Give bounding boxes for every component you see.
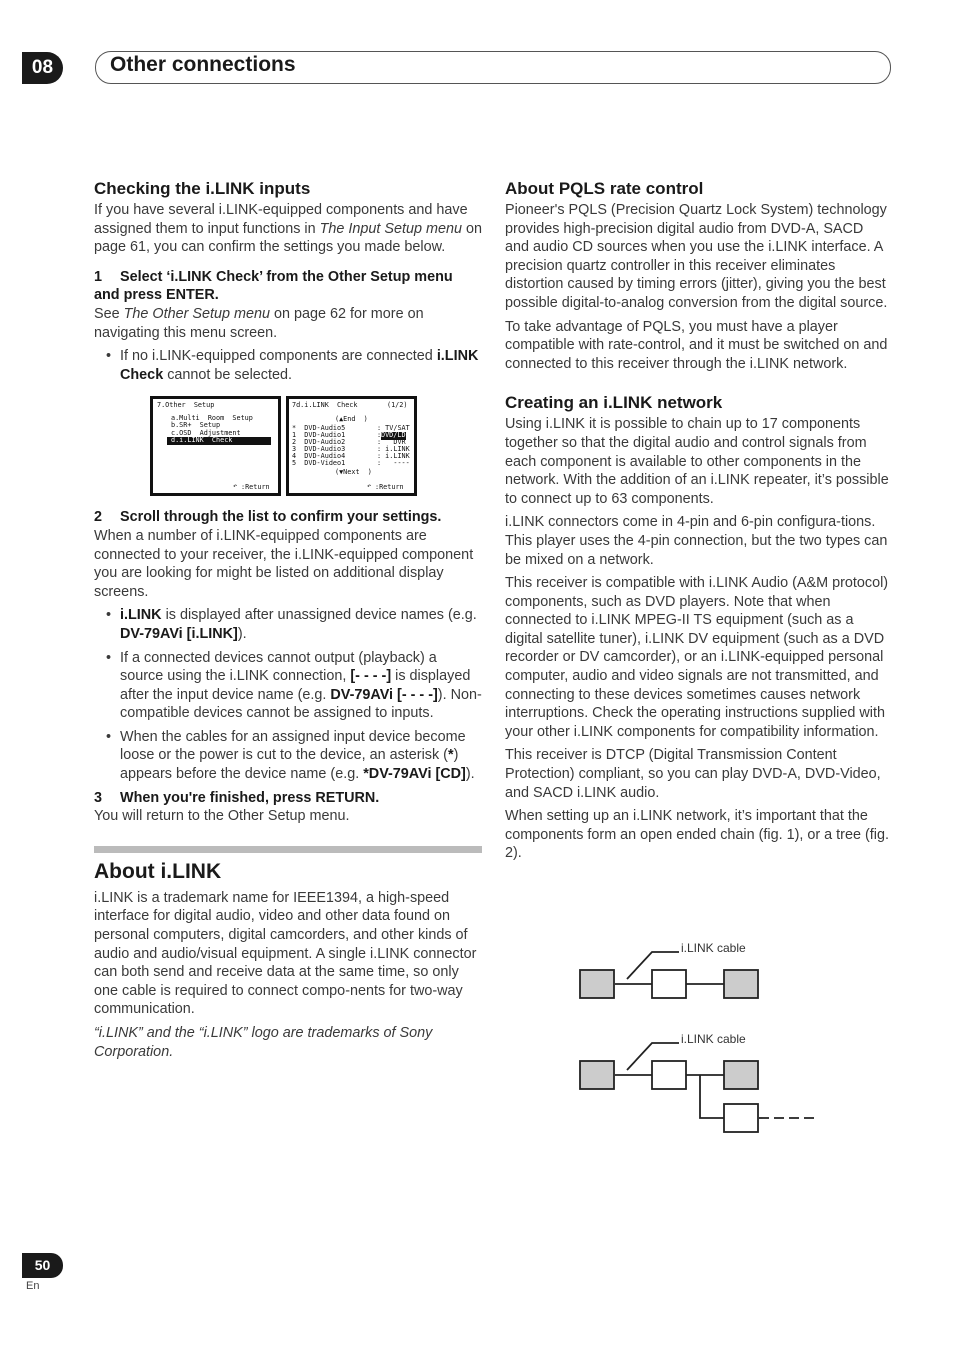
menu-item-ilink-check: d.i.LINK Check: [167, 437, 271, 445]
intro-ref: The Input Setup menu: [319, 220, 462, 237]
menu-item-osd: c.OSD Adjustment: [171, 429, 241, 438]
bullet-text: When the cables for an assigned input device become loose or the power is cut to the device, an asterisk (: [120, 728, 466, 764]
trademark-note: [94, 1024, 482, 1061]
step-number: 1: [94, 268, 103, 285]
component-box: [724, 1061, 758, 1089]
menu-item-multi-room: a.Multi Room Setup: [171, 414, 253, 423]
step-2: [94, 508, 482, 527]
intro-text-end: on page 61, you can confirm the settings you made below.: [94, 220, 483, 256]
bullet-no-output: [120, 649, 482, 723]
language-code: En: [26, 1280, 40, 1292]
bullet-unassigned: [120, 606, 482, 643]
device-row-name: 2 DVD-Audio2: [292, 438, 346, 447]
see-text-end: on page 62 for more on navigating this menu screen.: [94, 305, 424, 341]
bullet-text: is displayed after unassigned device names (e.g.: [161, 607, 477, 624]
ilink-check-screen: 7d.i.LINK Check (1/2) (▲End ) * DVD-Audio5 : TV/SAT 1 DVD-Audio1 : DVD/LD 2 DVD-Audio2 : DVR 3 DVD-Audio3 : i.LINK 4 DVD-Audio4 : i.LINK 5 DVD-Video1 : ---- (▼Next ) ↶ :Return: [286, 396, 417, 496]
screen-end-marker: (▲End ): [335, 415, 368, 424]
bullet-bold: i.LINK Check: [120, 348, 479, 383]
screen-return-label: :Return: [375, 483, 404, 492]
component-box: [724, 970, 758, 998]
network-paragraph-2: i.LINK connectors come in 4-pin and 6-pin configura-tions. This player uses the 4-pin connection, but the two types can be mixed on a network.: [505, 514, 888, 568]
device-row-name: * DVD-Audio5: [292, 424, 346, 433]
step-1-see: [94, 305, 482, 342]
pqls-paragraph-2: To take advantage of PQLS, you must have a player compatible with rate-control, and it must be switched on and connected to this receiver through the i.LINK network.: [505, 318, 888, 372]
screen-title: 7d.i.LINK Check: [292, 401, 358, 410]
network-paragraph-1: Using i.LINK it is possible to chain up to 17 components together so that the digital audio and control signals from each component is available to other components in the network. With the addition of an i.LINK repeater, it’s possible to connect up to 63 components.: [505, 416, 889, 507]
component-box: [652, 1061, 686, 1089]
page-number: 50: [22, 1253, 63, 1278]
bullet-text: ) appears before the device name (e.g.: [120, 747, 459, 783]
bullet-no-ilink: [120, 347, 482, 384]
chapter-title: Other connections: [110, 53, 296, 76]
bullet-example: DV-79AVi [- - - -]: [330, 686, 438, 703]
pqls-paragraph-1: Pioneer's PQLS (Precision Quartz Lock System) technology provides high-precision digital audio from DVD-A, SACD and audio CD sources when you use the i.LINK interface. A precision quartz controller in this receiver eliminates distortion caused by timing errors (jitter), giving you the best possible digital-to-analog conversion from the digital source.: [505, 202, 888, 311]
checking-heading: Checking the i.LINK inputs: [94, 179, 311, 198]
step-3: [94, 789, 482, 808]
tree-figure: [580, 1032, 818, 1132]
bullet-example: *DV-79AVi [CD]: [363, 766, 466, 783]
step-1-bullets: [94, 347, 482, 384]
component-box: [652, 970, 686, 998]
see-ref: The Other Setup menu: [123, 305, 270, 322]
device-row-value: : TV/SAT: [377, 424, 410, 433]
bullet-text-end: ). Non-compatible devices cannot be assigned to inputs.: [120, 686, 482, 722]
screen-next-marker: (▼Next ): [335, 468, 372, 477]
network-paragraph-3: This receiver is compatible with i.LINK Audio (A&M protocol) components, such as DVD players. Note that when connected to i.LINK MPEG-II TS equipment (such as a digital satellite tuner), i.LINK DV equipment (such as a DVD recorder or DV camcorder), or an i.LINK-equipped personal computer, audio and video signals are not transmitted, and connecting to these devices sometimes causes network interruptions. Check the operating instructions supplied with your other i.LINK components for compatibility information.: [505, 575, 889, 740]
network-paragraph-5: When setting up an i.LINK network, it’s important that the components form an open ended chain (fig. 1), or a tree (fig. 2).: [505, 808, 889, 862]
device-row-name: 5 DVD-Video1: [292, 459, 346, 468]
about-ilink-body: i.LINK is a trademark name for IEEE1394, a high-speed interface for digital audio, video and other data found on personal computers, digital camcorders, and other kinds of audio and audio/visual equipment. A single i.LINK connector can both send and receive data at the same time, so only one cable is required to connect compo-nents for two-way communication.: [94, 889, 477, 1018]
screen-return-label: :Return: [241, 483, 270, 492]
cable-label-chain: i.LINK cable: [681, 941, 746, 955]
device-row-name: 4 DVD-Audio4: [292, 452, 346, 461]
step-2-body: When a number of i.LINK-equipped components are connected to your receiver, the i.LINK-equipped component you are looking for might be listed on additional display screens.: [94, 527, 474, 600]
menu-screens: [150, 396, 482, 496]
menu-item-sr-setup: b.SR+ Setup: [171, 421, 221, 430]
component-box: [724, 1104, 758, 1132]
see-text: See: [94, 305, 124, 322]
device-row-value: : ----: [377, 459, 410, 468]
step-3-body: You will return to the Other Setup menu.: [94, 808, 350, 825]
bullet-bold: i.LINK: [120, 607, 162, 624]
component-box: [580, 1061, 614, 1089]
step-text: When you're finished, press RETURN.: [120, 789, 380, 806]
device-row-value: : i.LINK: [377, 445, 410, 454]
left-column: [94, 178, 482, 1066]
screen-title: 7.Other Setup: [157, 401, 215, 410]
network-heading: Creating an i.LINK network: [505, 393, 723, 413]
bullet-text: If no i.LINK-equipped components are connected: [120, 348, 437, 365]
bullet-text: If a connected devices cannot output (playback) a source using the i.LINK connection,: [120, 649, 437, 685]
return-arrow-icon: ↶: [367, 482, 372, 491]
bullet-example: DV-79AVi [i.LINK]: [120, 625, 238, 642]
bullet-text: is displayed after the input device name (e.g.: [120, 668, 471, 703]
device-row-name: 1 DVD-Audio1: [292, 431, 346, 440]
screen-page: (1/2): [387, 401, 408, 410]
bullet-loose-cable: [120, 728, 482, 784]
bullet-asterisk: *: [447, 747, 454, 764]
trademark-text: “i.LINK” and the “i.LINK” logo are trademarks of Sony Corporation.: [94, 1025, 433, 1060]
chain-figure: [580, 941, 758, 998]
chapter-number-badge: 08: [22, 52, 63, 84]
device-row-value: : DVR: [377, 438, 406, 447]
bullet-text-end: ).: [237, 625, 247, 642]
pqls-heading: About PQLS rate control: [505, 179, 704, 198]
other-setup-screen: [150, 396, 281, 496]
ilink-network-diagram: [560, 935, 840, 1140]
bullet-text-end: cannot be selected.: [163, 366, 293, 383]
component-box: [580, 970, 614, 998]
step-number: 2: [94, 509, 103, 526]
device-row-name: 3 DVD-Audio3: [292, 445, 346, 454]
ilink-cable-branch: [700, 1075, 724, 1118]
step-1: [94, 268, 482, 305]
section-divider: [94, 846, 482, 853]
return-arrow-icon: ↶: [233, 482, 238, 491]
step-text: Select ‘i.LINK Check’ from the Other Setup menu and press ENTER.: [94, 268, 453, 304]
checking-intro: [94, 201, 482, 257]
right-column: [505, 178, 891, 868]
step-text: Scroll through the list to confirm your settings.: [120, 509, 442, 526]
cable-label-tree: i.LINK cable: [681, 1032, 746, 1046]
network-paragraph-4: This receiver is DTCP (Digital Transmission Content Protection) compliant, so you can play DVD-A, DVD-Video, and SACD i.LINK audio.: [505, 747, 881, 801]
bullet-text-end: ).: [465, 766, 475, 783]
device-row-value-selected: DVD/LD: [381, 431, 406, 440]
bullet-bold: [- - - -]: [350, 668, 392, 685]
intro-text: If you have several i.LINK-equipped components and have assigned them to input functions in: [94, 202, 468, 237]
step-2-bullets: [94, 606, 482, 783]
about-ilink-heading: About i.LINK: [94, 859, 222, 883]
device-row-value: : i.LINK: [377, 452, 410, 461]
step-number: 3: [94, 789, 103, 806]
